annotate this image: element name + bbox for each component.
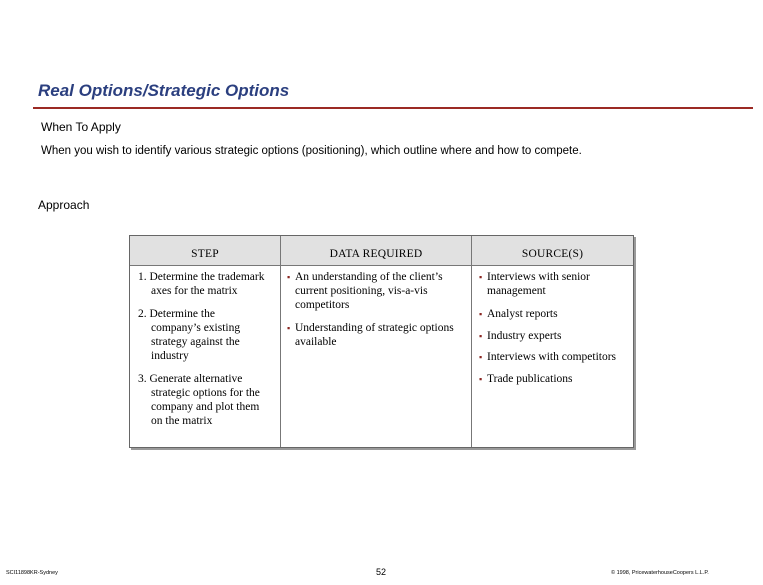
step-text-cont: axes for the matrix [151,285,238,297]
bullet-icon: ▪ [479,352,483,362]
step-text-cont: company’s existing strategy against the industry [151,322,241,362]
data-required-text: Understanding of strategic options available [295,322,454,348]
data-required-text: An understanding of the client’s current positioning, vis-a-vis competitors [295,271,443,311]
when-to-apply-heading: When To Apply [41,120,121,134]
step-item [138,307,268,363]
step-text: Generate alternative [149,373,243,385]
step-text: Determine the [149,308,215,320]
step-text: Determine the trademark [149,271,265,283]
source-item [479,372,629,386]
column-divider [471,236,472,447]
approach-heading: Approach [38,198,90,212]
step-number: 1. [138,271,147,283]
title-divider [33,107,753,109]
data-required-item [287,321,467,349]
bullet-icon: ▪ [287,272,291,282]
bullet-icon: ▪ [479,309,483,319]
page-title: Real Options/Strategic Options [38,81,290,100]
approach-table [129,235,634,448]
source-item [479,270,629,298]
header-step: STEP [191,248,219,260]
step-number: 3. [138,373,147,385]
source-text: Industry experts [487,330,562,342]
footer-left: SCI11898KR-Sydney [6,570,58,576]
source-text: Interviews with competitors [487,351,617,363]
table-header-row [130,236,633,266]
bullet-icon: ▪ [479,272,483,282]
source-item [479,329,629,343]
source-text: Interviews with senior management [487,271,590,297]
step-item [138,372,268,428]
data-required-item [287,270,467,312]
page-number: 52 [376,567,387,577]
step-number: 2. [138,308,147,320]
header-sources: SOURCE(S) [521,248,584,260]
source-item [479,307,629,321]
bullet-icon: ▪ [479,331,483,341]
footer-right: © 1998, PricewaterhouseCoopers L.L.P. [611,570,709,576]
bullet-icon: ▪ [287,323,291,333]
source-item [479,350,631,364]
source-text: Analyst reports [487,308,558,320]
column-divider [280,236,281,447]
step-item [138,270,278,298]
source-text: Trade publications [487,373,573,385]
when-to-apply-text: When you wish to identify various strategic options (positioning), which outline where and how to compete. [41,145,582,157]
header-data-required: DATA REQUIRED [329,248,423,260]
step-text-cont: strategic options for the company and plot them on the matrix [151,387,260,427]
bullet-icon: ▪ [479,374,483,384]
